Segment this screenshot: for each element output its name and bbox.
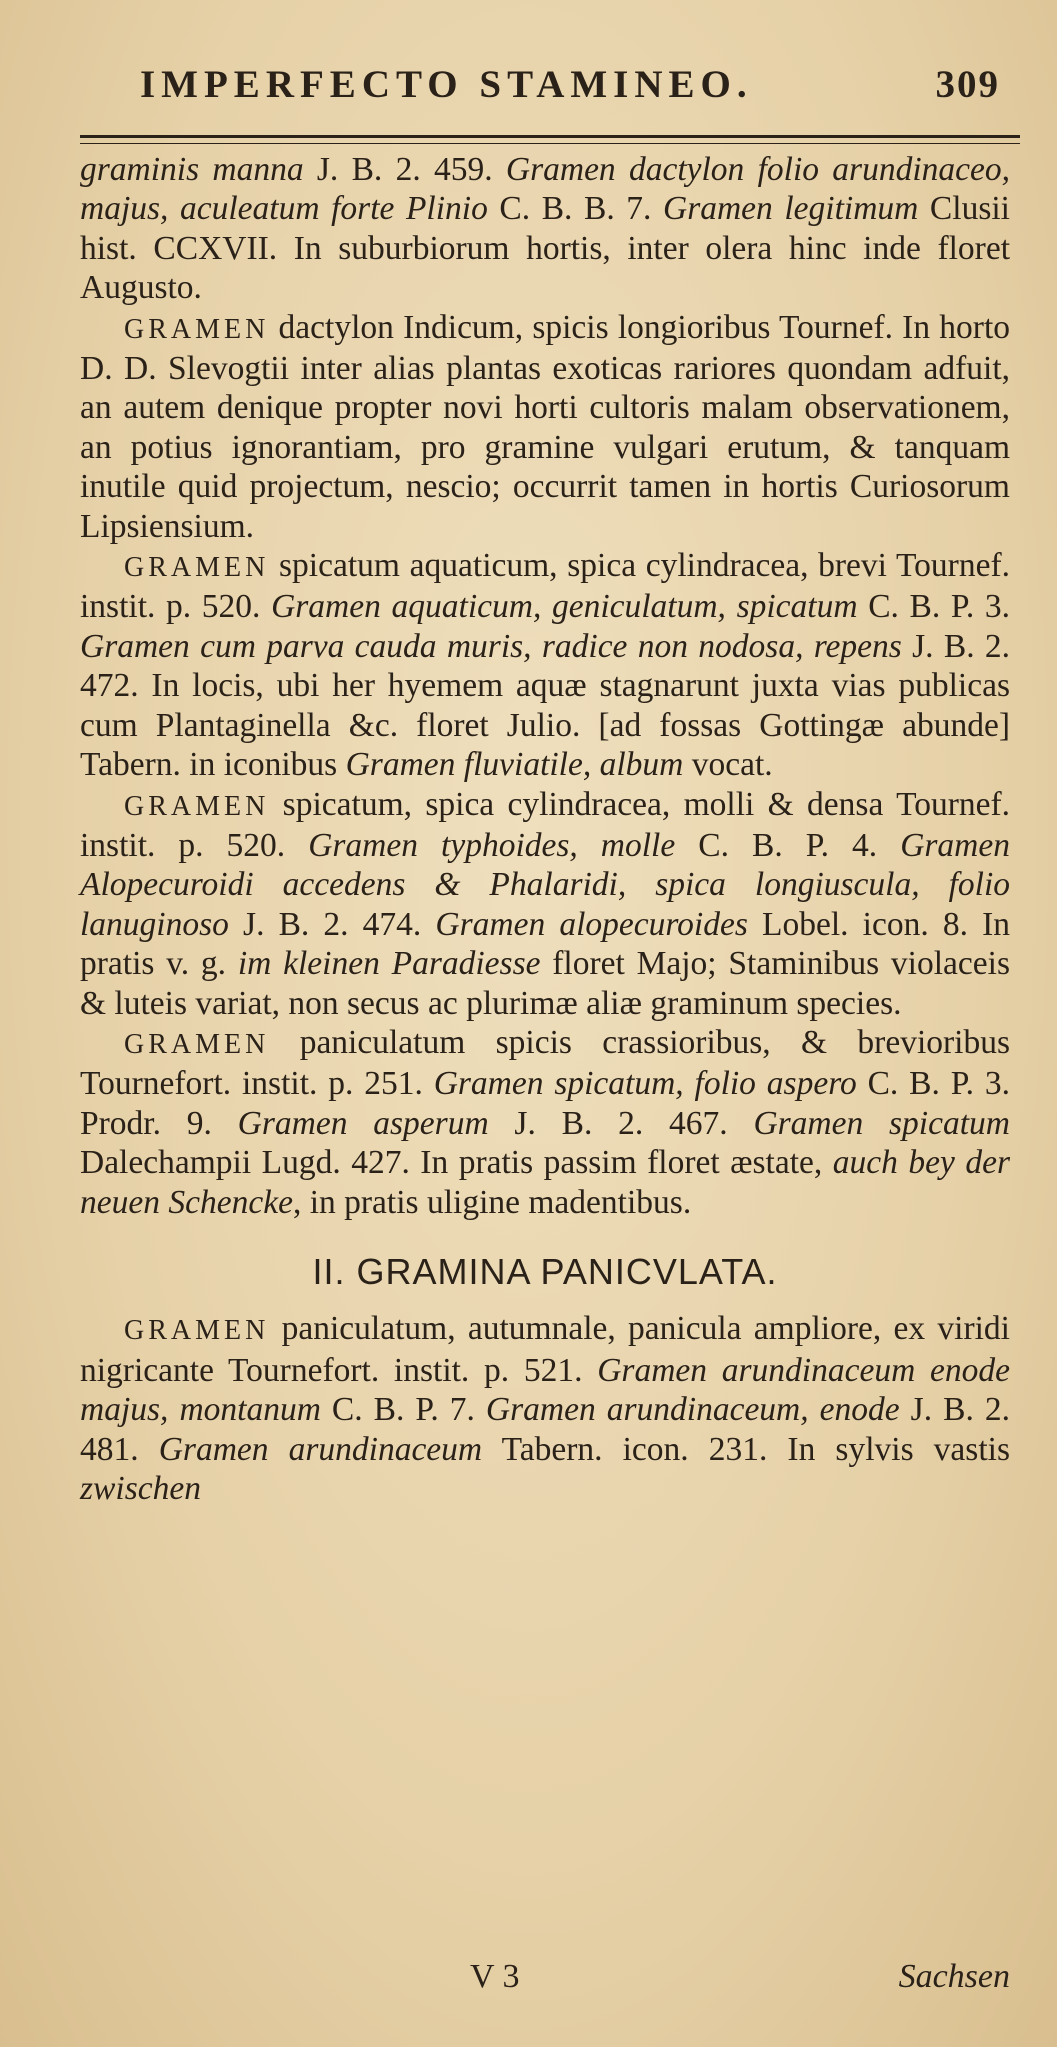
text-run: spicatum aquaticum, spica cylindracea, brevi Tournef. instit. p. 520. <box>80 547 1010 626</box>
text-run: , in pratis uligine madentibus. <box>292 1183 692 1221</box>
italic-run: Gramen cum parva cauda muris, radice non nodosa, repens <box>80 627 902 665</box>
entry-lemma: GRAMEN <box>124 313 270 345</box>
italic-run: Gramen aquaticum, geniculatum, spicatum <box>271 588 858 626</box>
italic-run: Gramen dactylon folio arundinaceo, majus, aculeatum forte Plinio <box>80 151 1010 228</box>
text-run: Tabern. icon. 231. In sylvis vastis <box>482 1430 1010 1468</box>
text-run: paniculatum, autumnale, panicula ampliore, ex viridi nigricante Tournefort. instit. p. 521. <box>80 1310 1010 1389</box>
catchword: Sachsen <box>898 1958 1010 1995</box>
page-footer <box>80 1958 1010 2003</box>
entry-lemma: GRAMEN <box>124 1028 270 1060</box>
text-run: J. B. 2. 472. In locis, ubi her hyemem aquæ stagnarunt juxta vias publicas cum Plantaginella &c. floret Julio. [ad fossas Gottingæ abunde] Tabern. in iconibus <box>80 627 1010 784</box>
italic-run: Gramen arundinaceum <box>158 1430 483 1468</box>
text-run: II. GRAMINA PANICVLATA. <box>312 1250 778 1292</box>
entry-lemma: GRAMEN <box>124 552 270 584</box>
text-run: C. B. P. 3. <box>857 588 1010 626</box>
italic-run: im kleinen Paradiesse <box>237 945 541 983</box>
gramen-entry <box>80 308 1010 546</box>
gramen-entry <box>80 546 1010 784</box>
entry-lemma: GRAMEN <box>124 1315 270 1347</box>
text-run: paniculatum spicis crassioribus, & brevioribus Tournefort. instit. p. 251. <box>80 1023 1010 1103</box>
text-run: J. B. 2. 459. <box>303 151 506 188</box>
text-run: J. B. 2. 467. <box>488 1104 754 1142</box>
text-run: Lobel. icon. 8. In pratis v. g. <box>80 905 1010 983</box>
text-run: J. B. 2. 481. <box>80 1391 1011 1468</box>
text-run: C. B. B. 7. <box>487 190 663 228</box>
section-heading <box>80 1252 1010 1291</box>
signature-mark: V 3 <box>470 1958 520 1995</box>
running-head: IMPERFECTO STAMINEO. <box>140 63 753 106</box>
text-run: floret Majo; Staminibus violaceis & luteis variat, non secus ac plurimæ aliæ graminum species. <box>80 945 1011 1022</box>
italic-run: Gramen spicatum, folio aspero <box>433 1065 857 1103</box>
italic-run: Gramen spicatum <box>753 1104 1010 1142</box>
italic-run: Gramen legitimum <box>663 190 919 228</box>
text-run: J. B. 2. 474. <box>228 905 436 943</box>
italic-run: Gramen arundinaceum, enode <box>485 1391 900 1429</box>
gramen-entry <box>80 785 1010 1023</box>
page-number: 309 <box>935 63 1000 106</box>
body-text <box>80 150 1010 1508</box>
italic-run: Gramen asperum <box>237 1104 489 1142</box>
text-run: Clusii hist. CCXVII. In suburbiorum hortis, inter olera hinc inde floret Augusto. <box>80 190 1010 307</box>
header-rule <box>80 135 1020 144</box>
italic-run: graminis manna <box>80 151 304 188</box>
text-run: vocat. <box>683 746 773 784</box>
italic-run: Gramen arundinaceum enode majus, montanum <box>80 1351 1010 1429</box>
text-run: Dalechampii Lugd. 427. In pratis passim floret æstate, <box>80 1144 833 1182</box>
italic-run: zwischen <box>80 1470 201 1507</box>
entry-lemma: GRAMEN <box>124 790 270 822</box>
text-run: C. B. P. 3. Prodr. 9. <box>80 1065 1010 1142</box>
italic-run: Gramen Alopecuroidi accedens & Phalaridi, spica longiuscula, folio lanuginoso <box>80 826 1010 943</box>
italic-run: Gramen typhoides, molle <box>308 826 676 864</box>
gramen-entry <box>80 1023 1010 1222</box>
gramen-entry <box>80 1309 1010 1508</box>
text-run: spicatum, spica cylindracea, molli & densa Tournef. instit. p. 520. <box>80 785 1010 864</box>
italic-run: auch bey der neuen Schencke <box>80 1144 1011 1221</box>
italic-run: Gramen alopecuroides <box>435 905 748 943</box>
text-run: C. B. P. 7. <box>320 1391 486 1429</box>
text-run: C. B. P. 4. <box>675 826 901 864</box>
italic-run: Gramen fluviatile, album <box>345 746 684 784</box>
page-header <box>140 62 1000 122</box>
text-run: dactylon Indicum, spicis longioribus Tournef. In horto D. D. Slevogtii inter alias plantas exoticas rariores quondam adfuit, an autem denique propter novi horti cultoris malam observationem, an potius ignorantiam, pro gramine vulgari erutum, & tanquam inutile quid projectum, nescio; occurrit tamen in hortis Curiosorum Lipsiensium. <box>80 308 1010 545</box>
continued-paragraph <box>80 150 1010 308</box>
